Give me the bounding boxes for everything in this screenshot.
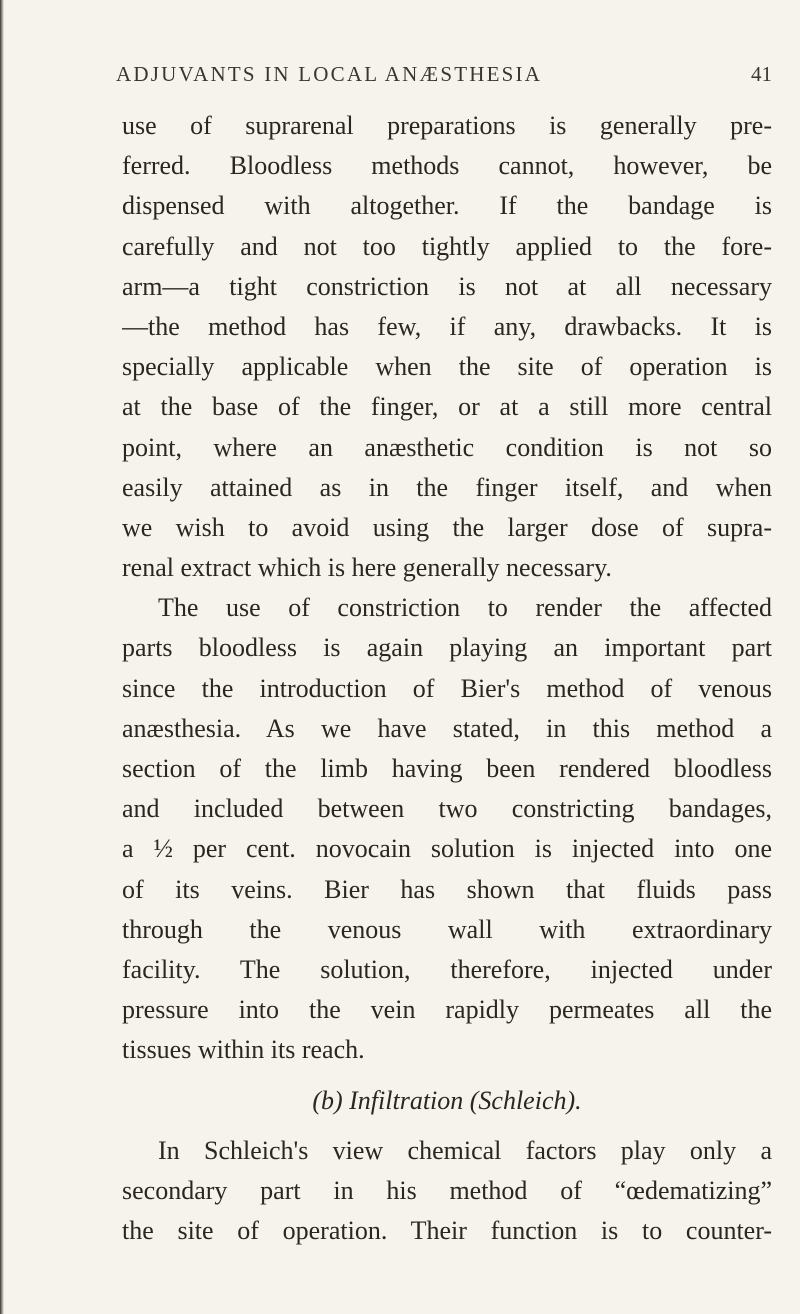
text-line: of its veins. Bier has shown that fluids pass — [122, 874, 772, 904]
text-line: easily attained as in the finger itself, and when — [122, 472, 772, 502]
text-line: section of the limb having been rendered bloodless — [122, 754, 772, 783]
text-line: carefully and not too tightly applied to the fore- — [122, 231, 772, 261]
page-edge-shadow — [0, 0, 4, 1314]
text-line: arm—a tight constriction is not at all necessary — [122, 271, 772, 301]
text-line: pressure into the vein rapidly permeates all the — [122, 995, 772, 1025]
text-line: In Schleich's view chemical factors play only a — [158, 1135, 772, 1165]
body-text — [122, 106, 772, 1251]
text-line: through the venous wall with extraordinary — [122, 914, 772, 944]
text-line: we wish to avoid using the larger dose of supra- — [122, 512, 772, 542]
text-line: point, where an anæsthetic condition is not so — [122, 432, 772, 462]
paragraph-3 — [122, 1131, 772, 1252]
text-line: The use of constriction to render the affected — [158, 593, 772, 623]
text-line: specially applicable when the site of operation is — [122, 352, 772, 382]
text-line: secondary part in his method of “œdematizing” — [122, 1175, 772, 1205]
section-heading: (b) Infiltration (Schleich). — [312, 1085, 582, 1115]
text-line: parts bloodless is again playing an important part — [122, 633, 772, 663]
running-head-title: ADJUVANTS IN LOCAL ANÆSTHESIA — [116, 62, 543, 86]
text-line: and included between two constricting bandages, — [122, 794, 772, 824]
text-line: anæsthesia. As we have stated, in this method a — [122, 713, 772, 743]
page-number: 41 — [751, 62, 772, 86]
text-line: facility. The solution, therefore, injected under — [122, 954, 772, 984]
paragraph-2 — [122, 588, 772, 1070]
text-line: ferred. Bloodless methods cannot, however, be — [122, 151, 772, 181]
text-line: the site of operation. Their function is to counter- — [122, 1216, 772, 1246]
text-line: tissues within its reach. — [122, 1035, 365, 1065]
running-head — [116, 62, 772, 92]
text-line: use of suprarenal preparations is generally pre- — [122, 111, 772, 140]
text-line: dispensed with altogether. If the bandage is — [122, 191, 772, 221]
text-line: a ½ per cent. novocain solution is injected into one — [122, 834, 772, 864]
text-line: at the base of the finger, or at a still more central — [122, 392, 772, 422]
text-line: —the method has few, if any, drawbacks. It is — [122, 311, 772, 341]
text-line: renal extract which is here generally necessary. — [122, 553, 612, 583]
paragraph-1 — [122, 106, 772, 588]
text-line: since the introduction of Bier's method of venous — [122, 673, 772, 703]
